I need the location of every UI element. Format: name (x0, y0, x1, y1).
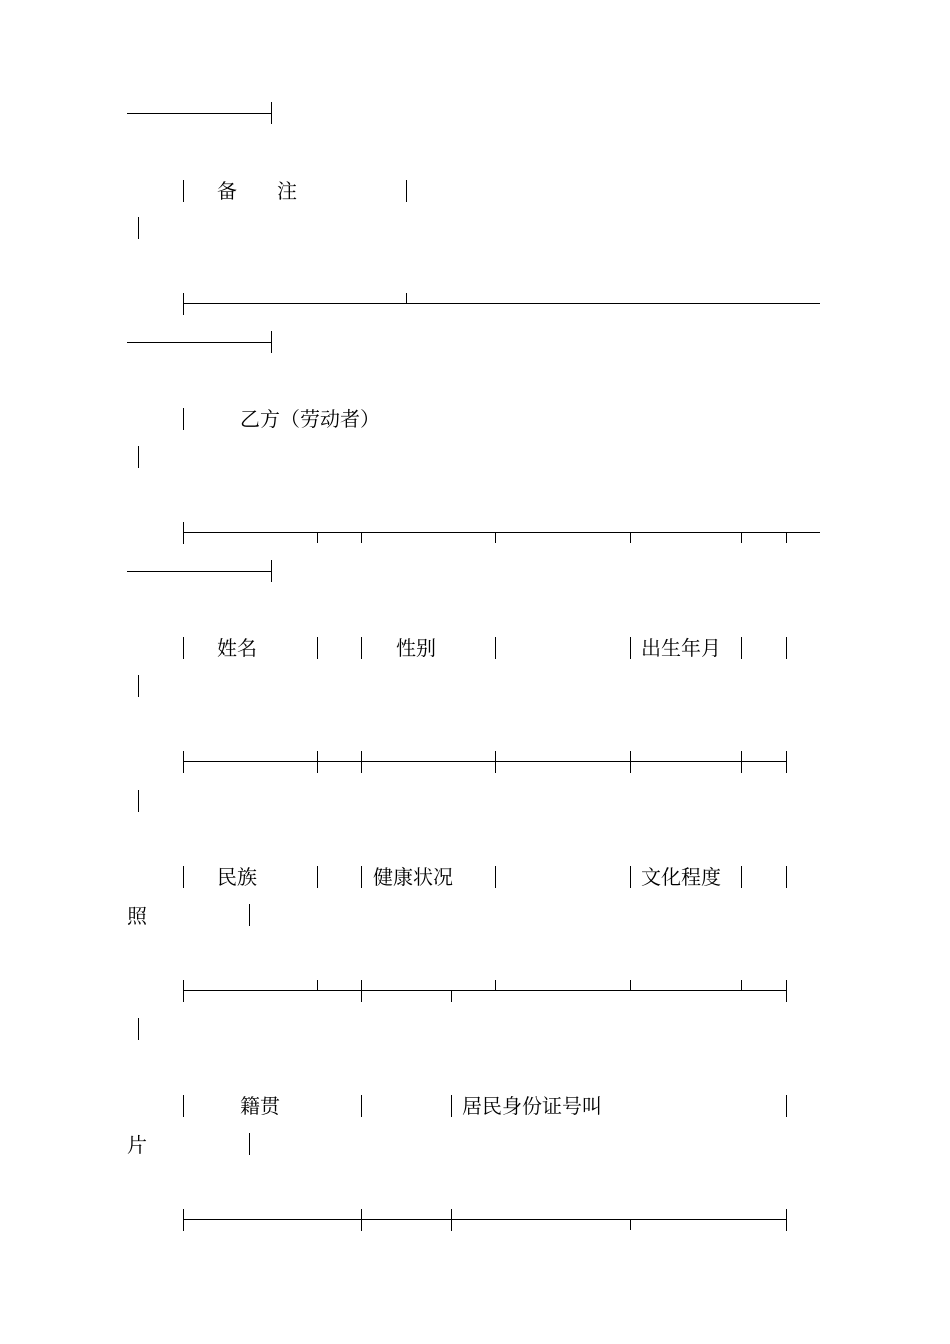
rule-tick (361, 751, 362, 773)
table-rule (127, 571, 272, 572)
rule-tick (741, 751, 742, 773)
photo-label-top: 照 (127, 904, 147, 928)
rule-tick (183, 751, 184, 773)
rule-tick (451, 990, 452, 1002)
cell-border (249, 1133, 250, 1155)
gender-label: 性别 (396, 636, 436, 660)
table-rule (183, 1219, 786, 1220)
cell-border (361, 1095, 362, 1117)
cell-border (249, 904, 250, 926)
table-rule (127, 342, 272, 343)
rule-tick (406, 293, 407, 303)
rule-tick (495, 980, 496, 990)
cell-border (183, 1095, 184, 1117)
cell-border (317, 637, 318, 659)
cell-border (138, 790, 139, 812)
rule-tick (183, 1209, 184, 1231)
rule-tick (183, 980, 184, 1002)
rule-tick (741, 532, 742, 543)
cell-border (786, 637, 787, 659)
birth-date-label: 出生年月 (641, 636, 721, 660)
table-rule (183, 761, 786, 762)
education-label: 文化程度 (641, 865, 721, 889)
cell-border (183, 180, 184, 202)
cell-border (361, 866, 362, 888)
cell-border (786, 866, 787, 888)
rule-tick (317, 751, 318, 773)
rule-tick (630, 1219, 631, 1230)
id-number-label: 居民身份证号叫 (462, 1094, 602, 1118)
cell-border (630, 637, 631, 659)
rule-tick (630, 751, 631, 773)
cell-border (495, 866, 496, 888)
rule-tick (183, 522, 184, 544)
rule-tick (183, 293, 184, 315)
rule-tick (630, 980, 631, 990)
photo-label-bottom: 片 (127, 1133, 147, 1157)
rule-tick (630, 532, 631, 543)
rule-tick (361, 980, 362, 1002)
cell-border (630, 866, 631, 888)
cell-border (786, 1095, 787, 1117)
cell-border (451, 1095, 452, 1117)
cell-border (495, 637, 496, 659)
cell-border (741, 637, 742, 659)
native-place-label: 籍贯 (240, 1094, 280, 1118)
table-rule (183, 990, 786, 991)
ethnicity-label: 民族 (217, 865, 257, 889)
rule-tick (271, 331, 272, 353)
cell-border (138, 1018, 139, 1040)
rule-line (127, 113, 272, 114)
cell-border (183, 408, 184, 430)
rule-tick (786, 751, 787, 773)
rule-tick (741, 980, 742, 990)
rule-tick (495, 532, 496, 543)
health-label: 健康状况 (373, 865, 453, 889)
remarks-label: 备 注 (217, 179, 297, 203)
cell-border (183, 866, 184, 888)
rule-tick (271, 102, 272, 124)
rule-tick (317, 980, 318, 990)
cell-border (138, 675, 139, 697)
rule-tick (361, 1209, 362, 1231)
name-label: 姓名 (217, 636, 257, 660)
table-rule (183, 303, 820, 304)
rule-tick (271, 560, 272, 582)
cell-border (741, 866, 742, 888)
rule-tick (361, 532, 362, 543)
rule-tick (317, 532, 318, 543)
cell-border (361, 637, 362, 659)
cell-border (138, 217, 139, 239)
cell-border (183, 637, 184, 659)
cell-border (317, 866, 318, 888)
rule-tick (451, 1209, 452, 1231)
rule-tick (786, 532, 787, 543)
table-rule (183, 532, 820, 533)
rule-tick (786, 980, 787, 1002)
rule-tick (786, 1209, 787, 1231)
party-b-heading: 乙方（劳动者） (240, 407, 380, 431)
cell-border (406, 180, 407, 202)
cell-border (138, 446, 139, 468)
rule-tick (495, 751, 496, 773)
